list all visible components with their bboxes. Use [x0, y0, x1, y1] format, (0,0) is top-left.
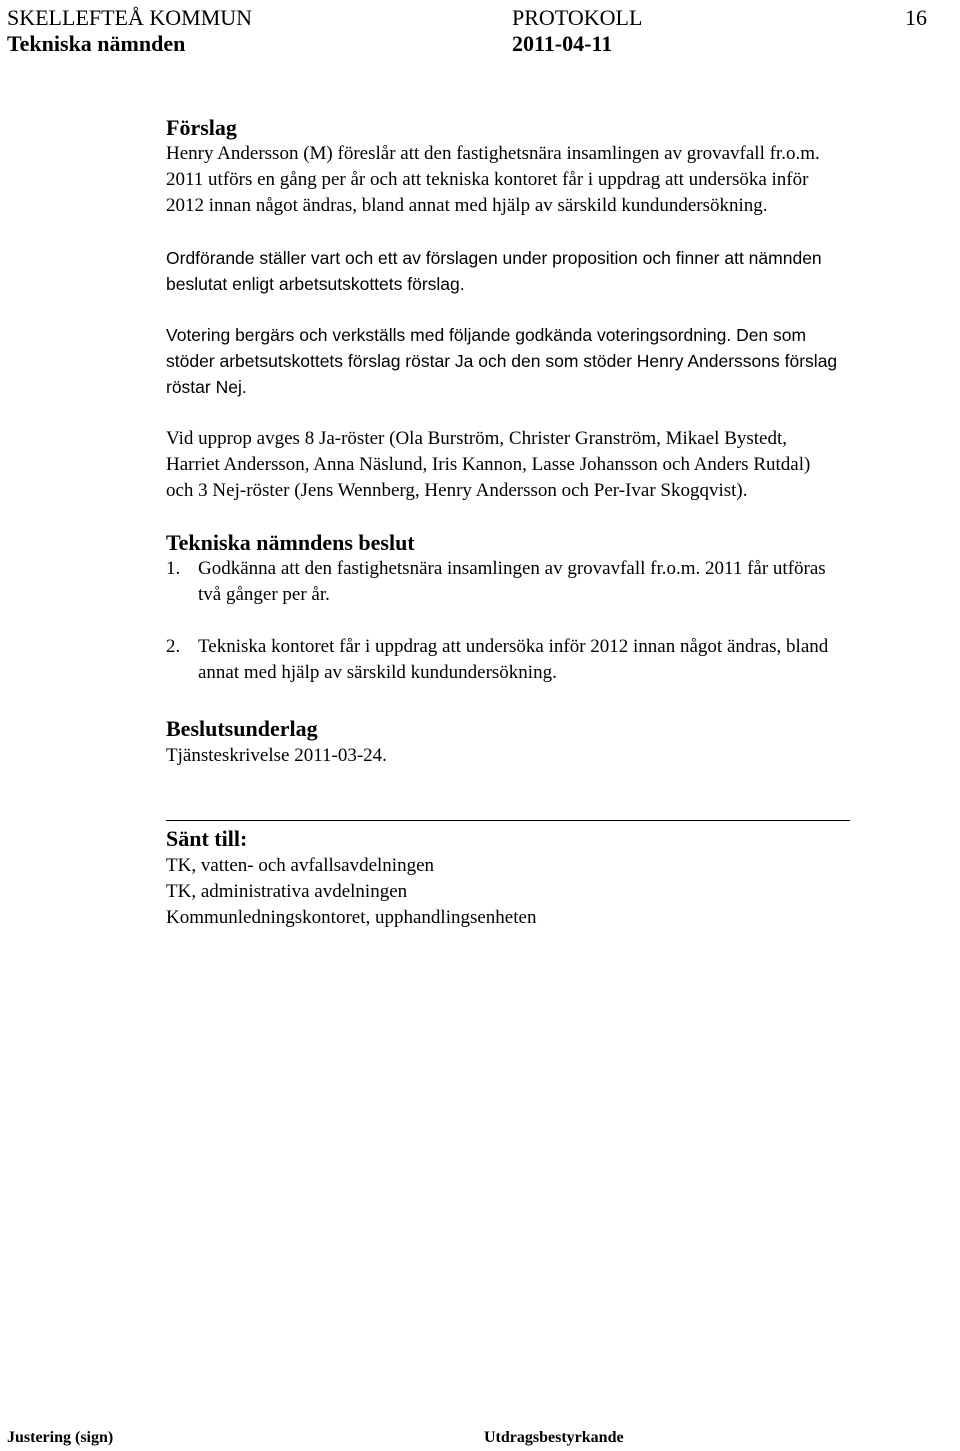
rollcall-line-3: och 3 Nej-röster (Jens Wennberg, Henry Andersson och Per-Ivar Skogqvist).: [166, 480, 748, 501]
chair-line-1: Ordförande ställer vart och ett av förslagen under proposition och finner att nämnden: [166, 248, 822, 268]
recipient-2: TK, administrativa avdelningen: [166, 881, 408, 902]
vote-line-1: Votering bergärs och verkställs med följande godkända voteringsordning. Den som: [166, 325, 807, 345]
rollcall-line-1: Vid upprop avges 8 Ja-röster (Ola Burström, Christer Granström, Mikael Bystedt,: [166, 428, 787, 449]
footer-utdragsbestyrkande: Utdragsbestyrkande: [484, 1429, 624, 1446]
proposal-line-2: 2011 utförs en gång per år och att tekniska kontoret får i uppdrag att undersöka inför: [166, 169, 809, 190]
signature-divider: [166, 820, 850, 821]
decision-heading: Tekniska nämndens beslut: [166, 530, 415, 555]
footer-justering: Justering (sign): [7, 1429, 114, 1446]
decision-item-1-number: 1.: [166, 558, 181, 579]
decision-item-1-line-2: två gånger per år.: [198, 584, 330, 605]
sent-to-heading: Sänt till:: [166, 826, 248, 851]
decision-item-2: [166, 634, 946, 686]
committee-name: Tekniska nämnden: [7, 31, 186, 56]
recipient-3: Kommunledningskontoret, upphandlingsenheten: [166, 907, 537, 928]
recipient-1: TK, vatten- och avfallsavdelningen: [166, 855, 435, 876]
doc-type: PROTOKOLL: [512, 5, 643, 30]
decision-item-2-number: 2.: [166, 636, 181, 657]
basis-heading: Beslutsunderlag: [166, 716, 318, 741]
proposal-line-3: 2012 innan något ändras, bland annat med hjälp av särskild kundundersökning.: [166, 195, 768, 216]
proposal-line-1: Henry Andersson (M) föreslår att den fastighetsnära insamlingen av grovavfall fr.o.m.: [166, 143, 820, 164]
decision-item-2-line-2: annat med hjälp av särskild kundundersökning.: [198, 662, 557, 683]
vote-line-3: röstar Nej.: [166, 377, 247, 397]
chair-line-2: beslutat enligt arbetsutskottets förslag.: [166, 274, 465, 294]
decision-item-1-line-1: Godkänna att den fastighetsnära insamlingen av grovavfall fr.o.m. 2011 får utföras: [198, 558, 826, 579]
org-name: SKELLEFTEÅ KOMMUN: [7, 5, 253, 30]
rollcall-line-2: Harriet Andersson, Anna Näslund, Iris Kannon, Lasse Johansson och Anders Rutdal): [166, 454, 811, 475]
vote-line-2: stöder arbetsutskottets förslag röstar Ja och den som stöder Henry Anderssons förslag: [166, 351, 838, 371]
basis-text: Tjänsteskrivelse 2011-03-24.: [166, 745, 387, 766]
meeting-date: 2011-04-11: [512, 31, 613, 56]
decision-item-2-line-1: Tekniska kontoret får i uppdrag att undersöka inför 2012 innan något ändras, bland: [198, 636, 829, 657]
decision-item-1: [166, 556, 946, 608]
proposal-heading: Förslag: [166, 115, 237, 140]
page-number: 16: [905, 5, 927, 30]
